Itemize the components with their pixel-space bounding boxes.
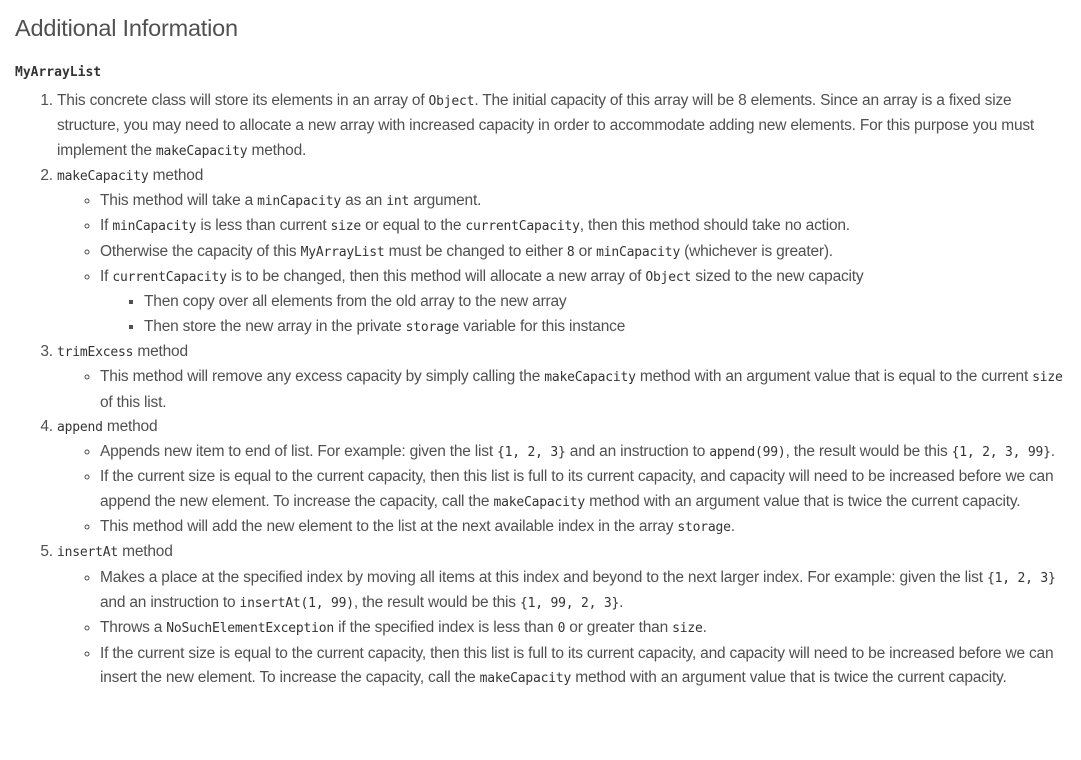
list-item: ▪ Then copy over all elements from the old array to the new array bbox=[144, 290, 1063, 314]
list-item: ▪ Then store the new array in the private storage variable for this instance bbox=[144, 315, 1063, 340]
sub-list bbox=[57, 566, 1063, 691]
list-item: ◦ If the current size is equal to the current capacity, then this list is full to its current capacity, and capacity will need to be increased before we can insert the new element. To increase the capacity, call the makeCapacity method with an argument value that is twice the current capacity. bbox=[100, 642, 1063, 692]
list-item: ◦ Throws a NoSuchElementException if the specified index is less than 0 or greater than size. bbox=[100, 616, 1063, 641]
method-name: append bbox=[57, 419, 103, 435]
class-name: MyArrayList bbox=[15, 65, 102, 80]
requirements-list bbox=[15, 89, 1063, 691]
list-item: ◦ Otherwise the capacity of this MyArrayList must be changed to either 8 or minCapacity (whichever is greater). bbox=[100, 240, 1063, 265]
nested-sub-list bbox=[100, 290, 1063, 340]
requirement-item-4: 4. append method ◦ Appends new item to end of list. For example: given the list {1, 2, 3} and an instruction to append(99), the result would be this {1, 2, 3, 99}. ◦ If the current size is equal to the current capacity, then this list is full to its current capacity, and capacity will need to be increased before we can append the new element. To increase the capacity, call the makeCapacity method with an argument value that is twice the current capacity. ◦ This method will add the new element to the list at the next available index in the array storage. bbox=[57, 415, 1063, 540]
method-name: makeCapacity bbox=[57, 168, 149, 184]
section-heading: Additional Information bbox=[15, 15, 238, 41]
requirement-item-2: 2. makeCapacity method ◦ This method will take a minCapacity as an int argument. ◦ If minCapacity is less than current size or equal to the currentCapacity, then this method should take no action. ◦ Otherwise the capacity of this MyArrayList must be changed to either 8 or minCapacity (whichever is greater). ◦ If currentCapacity is to be changed, then this method will allocate a new array of Object sized to the new capacity ▪ Then copy over all elements from the old array to the new array ▪ Then store the new array in the private storage variable for this instance bbox=[57, 164, 1063, 340]
requirement-item-1: 1. This concrete class will store its elements in an array of Object. The initial capacity of this array will be 8 elements. Since an array is a fixed size structure, you may need to allocate a new array with increased capacity in order to accommodate adding new elements. For this purpose you must implement the makeCapacity method. bbox=[57, 89, 1063, 164]
sub-list bbox=[57, 440, 1063, 540]
requirement-item-5: 5. insertAt method ◦ Makes a place at the specified index by moving all items at this index and beyond to the next larger index. For example: given the list {1, 2, 3} and an instruction to insertAt(1, 99), the result would be this {1, 99, 2, 3}. ◦ Throws a NoSuchElementException if the specified index is less than 0 or greater than size. ◦ If the current size is equal to the current capacity, then this list is full to its current capacity, and capacity will need to be increased before we can insert the new element. To increase the capacity, call the makeCapacity method with an argument value that is twice the current capacity. bbox=[57, 540, 1063, 691]
list-item: ◦ If currentCapacity is to be changed, then this method will allocate a new array of Object sized to the new capacity ▪ Then copy over all elements from the old array to the new array ▪ Then store the new array in the private storage variable for this instance bbox=[100, 265, 1063, 340]
method-name: insertAt bbox=[57, 545, 119, 561]
list-item: ◦ This method will remove any excess capacity by simply calling the makeCapacity method with an argument value that is equal to the current size of this list. bbox=[100, 365, 1063, 415]
sub-list bbox=[57, 365, 1063, 415]
list-item: ◦ Appends new item to end of list. For example: given the list {1, 2, 3} and an instruction to append(99), the result would be this {1, 2, 3, 99}. bbox=[100, 440, 1063, 465]
list-item: ◦ This method will add the new element to the list at the next available index in the array storage. bbox=[100, 515, 1063, 540]
list-item: ◦ Makes a place at the specified index by moving all items at this index and beyond to the next larger index. For example: given the list {1, 2, 3} and an instruction to insertAt(1, 99), the result would be this {1, 99, 2, 3}. bbox=[100, 566, 1063, 617]
list-item: ◦ If minCapacity is less than current size or equal to the currentCapacity, then this method should take no action. bbox=[100, 214, 1063, 239]
list-item: ◦ This method will take a minCapacity as an int argument. bbox=[100, 189, 1063, 214]
requirement-item-3: 3. trimExcess method ◦ This method will remove any excess capacity by simply calling the makeCapacity method with an argument value that is equal to the current size of this list. bbox=[57, 340, 1063, 415]
sub-list bbox=[57, 189, 1063, 340]
method-name: trimExcess bbox=[57, 344, 134, 360]
list-item: ◦ If the current size is equal to the current capacity, then this list is full to its current capacity, and capacity will need to be increased before we can append the new element. To increase the capacity, call the makeCapacity method with an argument value that is twice the current capacity. bbox=[100, 465, 1063, 515]
